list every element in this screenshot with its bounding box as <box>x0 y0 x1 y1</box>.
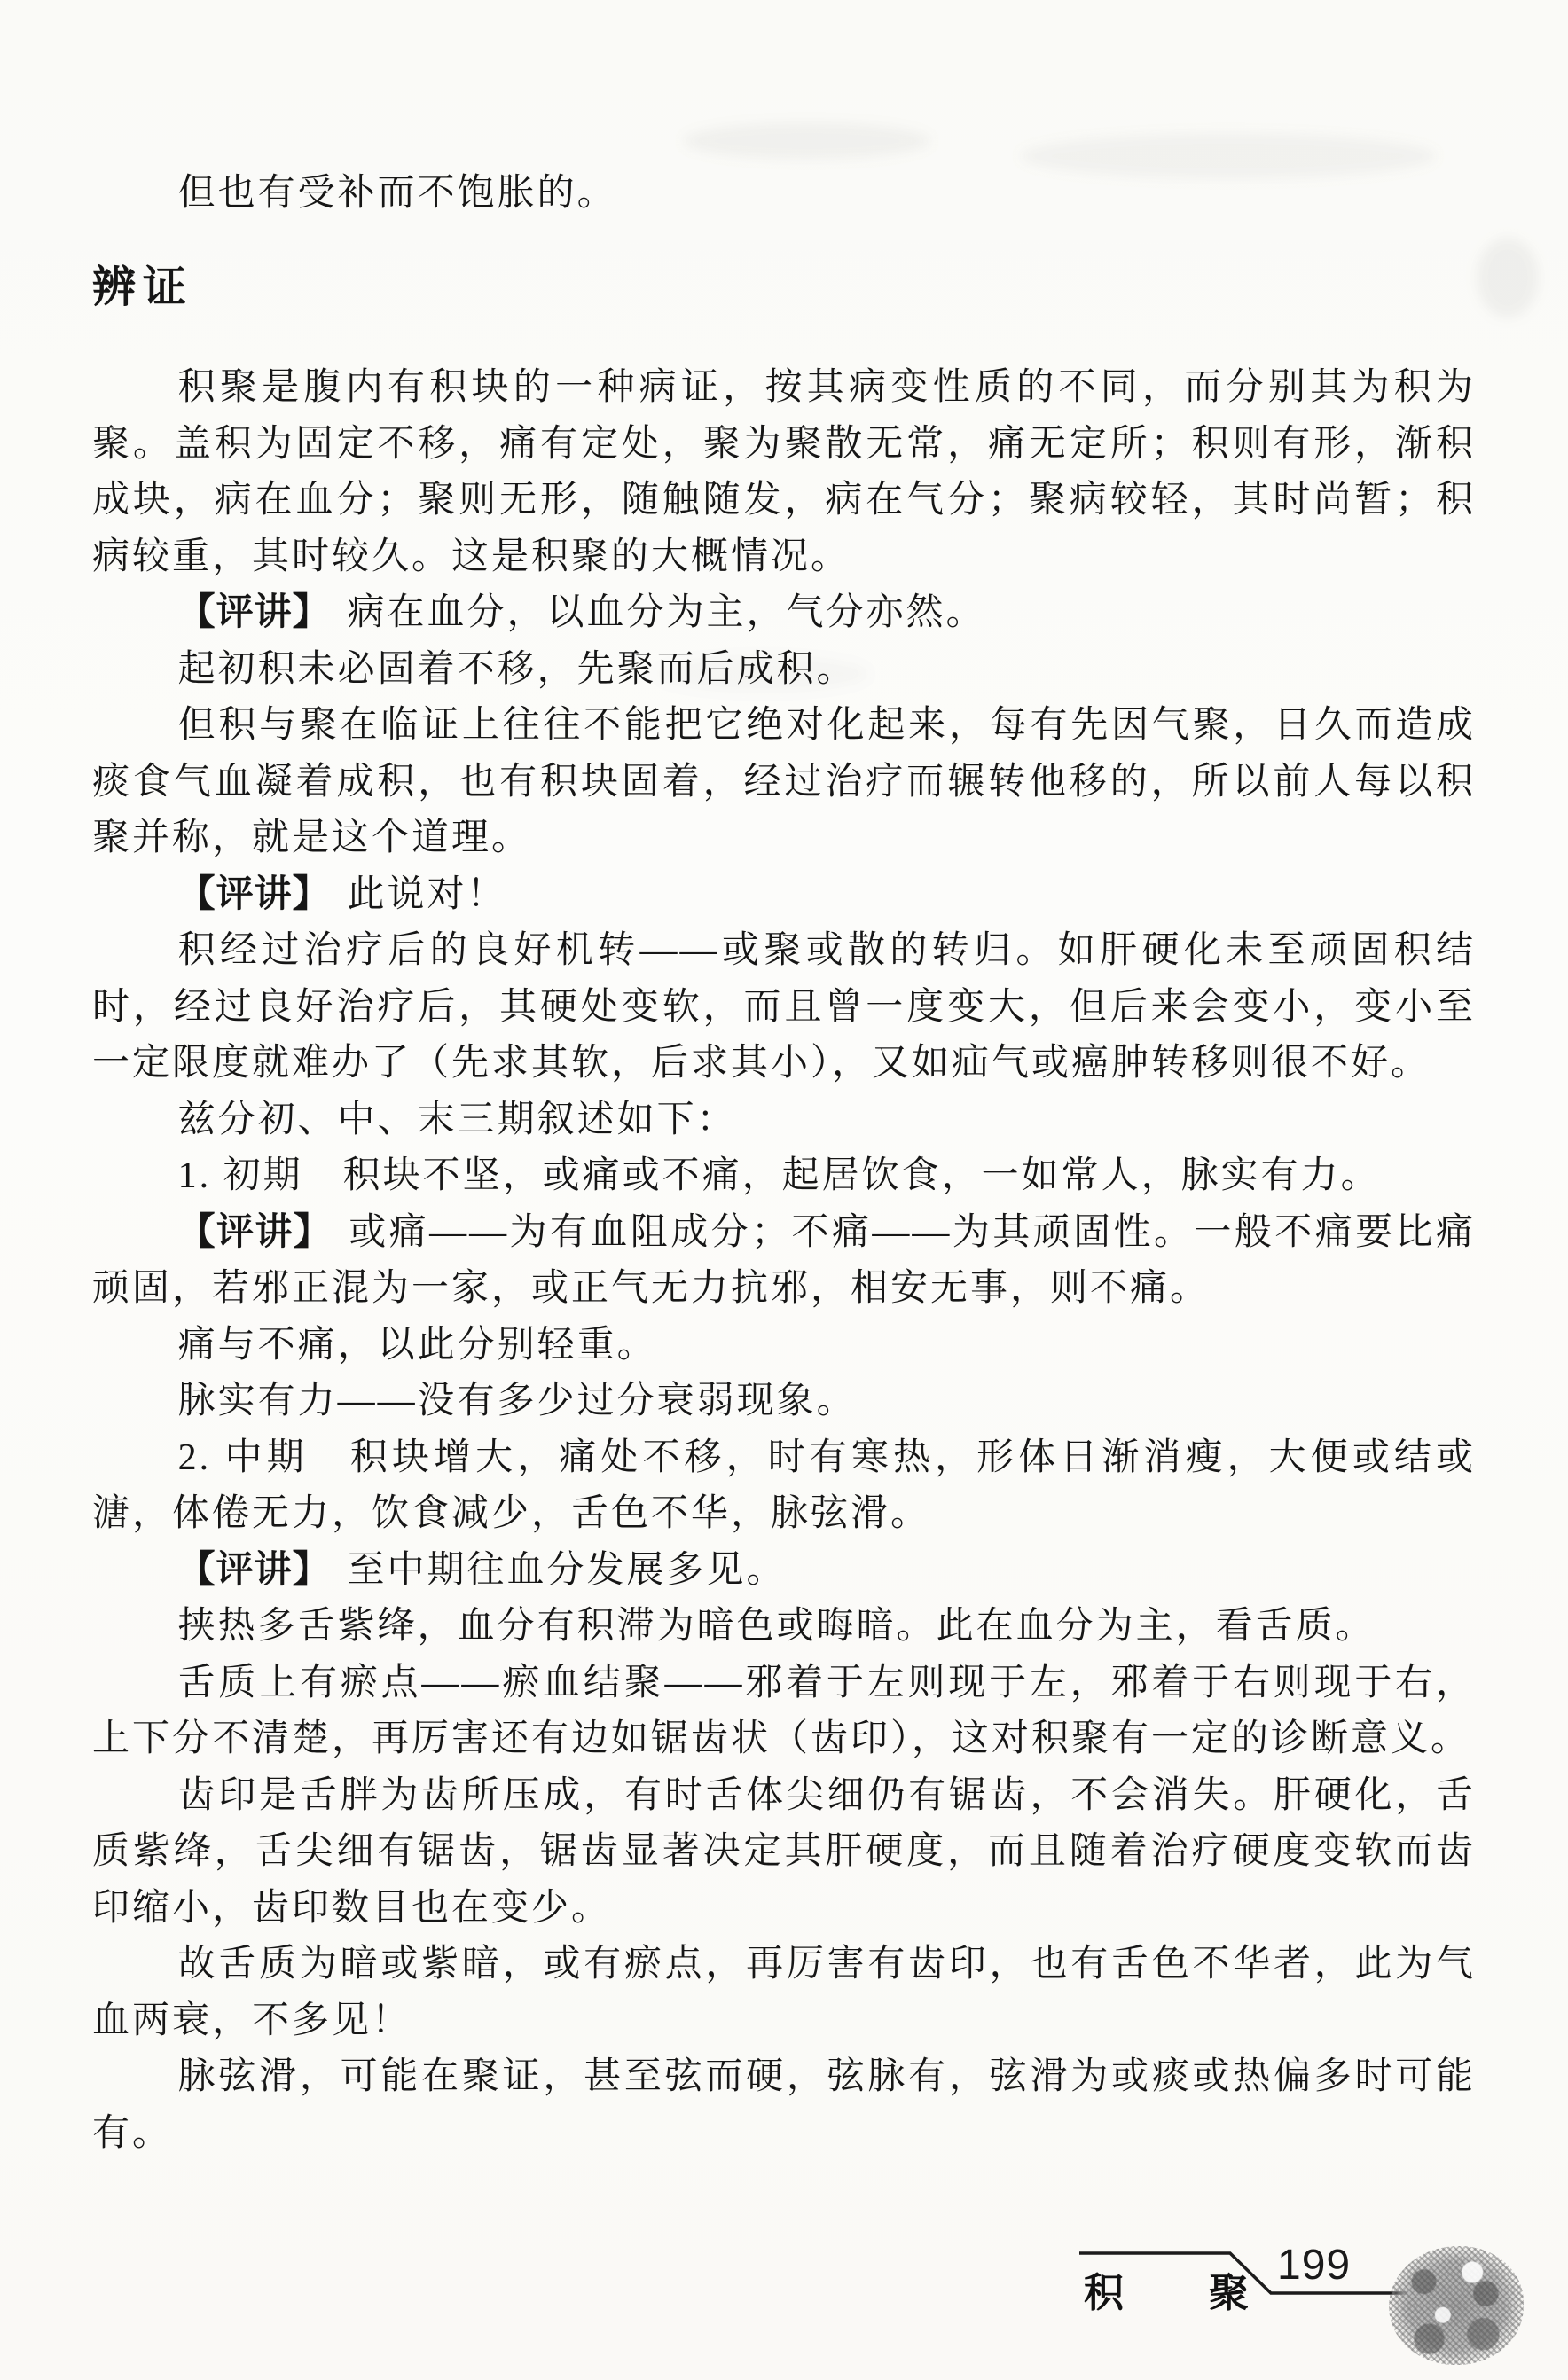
page-content <box>92 165 1476 2162</box>
paragraph-text: 病在血分，以血分为主，气分亦然。 <box>347 592 986 633</box>
body-paragraph <box>92 585 1476 642</box>
paragraph-text: 但积与聚在临证上往往不能把它绝对化起来，每有先因气聚，日久而造成痰食气血凝着成积，也有积块固着，经过治疗而辗转他移的，所以前人每以积聚并称，就是这个道理。 <box>92 705 1476 858</box>
body-paragraph <box>92 2049 1476 2162</box>
paragraph-text: 脉弦滑，可能在聚证，甚至弦而硬，弦脉有，弦滑为或痰或热偏多时可能有。 <box>92 2056 1476 2154</box>
page-number: 199 <box>1277 2242 1352 2289</box>
comment-label: 【评讲】 <box>177 1549 331 1591</box>
body-paragraph <box>92 923 1476 1092</box>
section-heading: 辨证 <box>92 262 194 311</box>
body-paragraph <box>92 360 1476 585</box>
body-paragraph <box>92 1937 1476 2049</box>
scan-smudge <box>1477 238 1539 317</box>
paragraph-text: 挟热多舌紫绛，血分有积滞为暗色或晦暗。此在血分为主，看舌质。 <box>177 1606 1376 1647</box>
page-footer <box>0 2221 1568 2380</box>
body-paragraph <box>92 1430 1476 1543</box>
scan-smudge <box>683 122 931 160</box>
paragraph-text: 积聚是腹内有积块的一种病证，按其病变性质的不同，而分别其为积为聚。盖积为固定不移，痛有定处，聚为聚散无常，痛无定所；积则有形，渐积成块，病在血分；聚则无形，随触随发，病在气分；聚病较轻，其时尚暂；积病较重，其时较久。这是积聚的大概情况。 <box>92 367 1476 577</box>
body-paragraph <box>92 1148 1476 1205</box>
paragraph-text: 痛与不痛，以此分别轻重。 <box>177 1324 657 1366</box>
body-paragraph <box>92 1768 1476 1938</box>
comment-label: 【评讲】 <box>177 1211 333 1253</box>
paragraph-text: 起初积未必固着不移，先聚而后成积。 <box>177 648 857 690</box>
body-paragraph <box>92 1656 1476 1768</box>
paragraph-text: 脉实有力——没有多少过分衰弱现象。 <box>177 1381 857 1421</box>
paragraph-text: 舌质上有瘀点——瘀血结聚——邪着于左则现于左，邪着于右则现于右，上下分不清楚，再厉害还有边如锯齿状（齿印），这对积聚有一定的诊断意义。 <box>92 1662 1476 1759</box>
paragraph-text: 积经过治疗后的良好机转——或聚或散的转归。如肝硬化未至顽固积结时，经过良好治疗后，其硬处变软，而且曾一度变大，但后来会变小，变小至一定限度就难办了（先求其软，后求其小），又如疝气或癌肿转移则很不好。 <box>92 930 1476 1084</box>
paragraph-text: 2. 中期 积块增大，痛处不移，时有寒热，形体日渐消瘦，大便或结或溏，体倦无力，饮食减少，舌色不华，脉弦滑。 <box>92 1437 1476 1534</box>
body-paragraph <box>92 1599 1476 1656</box>
body-paragraph <box>92 642 1476 699</box>
body-paragraph <box>92 1092 1476 1149</box>
paragraph-text: 1. 初期 积块不坚，或痛或不痛，起居饮食，一如常人，脉实有力。 <box>177 1155 1381 1196</box>
comment-label: 【评讲】 <box>177 873 331 915</box>
comment-label: 【评讲】 <box>177 592 331 633</box>
paragraph-text: 至中期往血分发展多见。 <box>347 1549 787 1591</box>
body-paragraph <box>92 1374 1476 1430</box>
body-paragraph <box>92 698 1476 867</box>
body-paragraph <box>92 1205 1476 1318</box>
body-text <box>92 360 1476 2162</box>
body-paragraph <box>92 1543 1476 1600</box>
paragraph-text: 兹分初、中、末三期叙述如下： <box>177 1099 737 1140</box>
paragraph-text: 或痛——为有血阻成分；不痛——为其顽固性。一般不痛要比痛顽固，若邪正混为一家，或正气无力抗邪，相安无事，则不痛。 <box>92 1211 1476 1309</box>
intro-line: 但也有受补而不饱胀的。 <box>177 173 617 214</box>
paragraph-text: 此说对！ <box>347 873 507 915</box>
body-paragraph <box>92 1318 1476 1374</box>
stamp-seal <box>1389 2246 1524 2365</box>
paragraph-text: 故舌质为暗或紫暗，或有瘀点，再厉害有齿印，也有舌色不华者，此为气血两衰，不多见！ <box>92 1944 1476 2041</box>
body-paragraph <box>92 867 1476 924</box>
footer-chapter-title: 积 聚 <box>1084 2271 1251 2315</box>
paragraph-text: 齿印是舌胖为齿所压成，有时舌体尖细仍有锯齿，不会消失。肝硬化，舌质紫绛，舌尖细有锯齿，锯齿显著决定其肝硬度，而且随着治疗硬度变软而齿印缩小，齿印数目也在变少。 <box>92 1774 1476 1929</box>
